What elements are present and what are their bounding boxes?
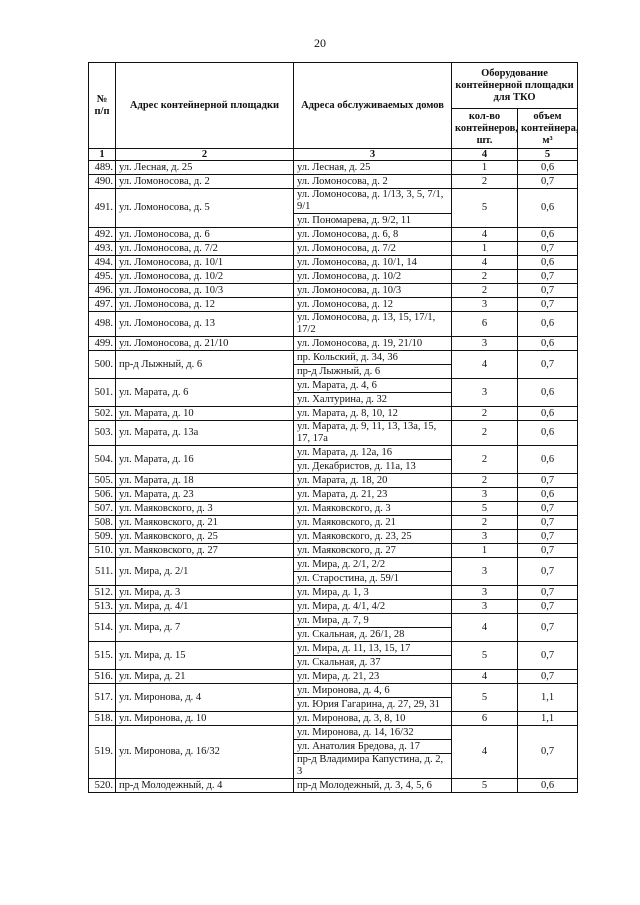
container-volume: 0,6 — [518, 161, 578, 175]
row-number: 511. — [89, 558, 116, 586]
container-count: 4 — [452, 614, 518, 642]
header-count: кол-во контейнеров, шт. — [452, 109, 518, 149]
container-volume: 0,6 — [518, 228, 578, 242]
container-count: 3 — [452, 298, 518, 312]
table-row — [89, 670, 578, 684]
served-address: ул. Старостина, д. 59/1 — [294, 572, 452, 586]
served-address: ул. Декабристов, д. 11а, 13 — [294, 460, 452, 474]
served-address: ул. Маяковского, д. 3 — [294, 502, 452, 516]
container-count: 3 — [452, 488, 518, 502]
row-number: 519. — [89, 726, 116, 779]
container-count: 4 — [452, 228, 518, 242]
row-number: 491. — [89, 189, 116, 228]
container-volume: 0,7 — [518, 614, 578, 642]
site-address: ул. Мира, д. 4/1 — [116, 600, 294, 614]
container-volume: 0,6 — [518, 256, 578, 270]
table-row — [89, 161, 578, 175]
served-address: ул. Марата, д. 12а, 16 — [294, 446, 452, 460]
container-count: 4 — [452, 351, 518, 379]
row-number: 514. — [89, 614, 116, 642]
site-address: ул. Марата, д. 23 — [116, 488, 294, 502]
table-row — [89, 421, 578, 446]
site-address: ул. Лесная, д. 25 — [116, 161, 294, 175]
row-number: 505. — [89, 474, 116, 488]
table-row — [89, 530, 578, 544]
table-row — [89, 600, 578, 614]
served-address: ул. Марата, д. 18, 20 — [294, 474, 452, 488]
table-row — [89, 379, 578, 393]
served-address: ул. Марата, д. 4, 6 — [294, 379, 452, 393]
column-index: 5 — [518, 149, 578, 161]
served-address: ул. Миронова, д. 4, 6 — [294, 684, 452, 698]
row-number: 516. — [89, 670, 116, 684]
container-volume: 0,7 — [518, 351, 578, 379]
served-address: ул. Мира, д. 7, 9 — [294, 614, 452, 628]
site-address: ул. Ломоносова, д. 21/10 — [116, 337, 294, 351]
table-row — [89, 298, 578, 312]
served-address: ул. Мира, д. 1, 3 — [294, 586, 452, 600]
row-number: 490. — [89, 175, 116, 189]
row-number: 495. — [89, 270, 116, 284]
served-address: пр-д Лыжный, д. 6 — [294, 365, 452, 379]
site-address: ул. Мира, д. 3 — [116, 586, 294, 600]
table-row — [89, 242, 578, 256]
container-count: 5 — [452, 502, 518, 516]
table-row — [89, 228, 578, 242]
header-address: Адрес контейнерной площадки — [116, 63, 294, 149]
row-number: 489. — [89, 161, 116, 175]
served-address: ул. Ломоносова, д. 6, 8 — [294, 228, 452, 242]
served-address: ул. Маяковского, д. 21 — [294, 516, 452, 530]
row-number: 497. — [89, 298, 116, 312]
served-address: ул. Ломоносова, д. 12 — [294, 298, 452, 312]
table-row — [89, 558, 578, 572]
site-address: ул. Мира, д. 2/1 — [116, 558, 294, 586]
served-address: ул. Миронова, д. 3, 8, 10 — [294, 712, 452, 726]
site-address: ул. Марата, д. 10 — [116, 407, 294, 421]
container-volume: 0,7 — [518, 726, 578, 779]
served-address: ул. Скальная, д. 26/1, 28 — [294, 628, 452, 642]
served-address: ул. Маяковского, д. 27 — [294, 544, 452, 558]
container-volume: 0,7 — [518, 242, 578, 256]
container-count: 3 — [452, 379, 518, 407]
row-number: 500. — [89, 351, 116, 379]
container-count: 6 — [452, 712, 518, 726]
row-number: 493. — [89, 242, 116, 256]
served-address: ул. Марата, д. 21, 23 — [294, 488, 452, 502]
row-number: 512. — [89, 586, 116, 600]
served-address: пр-д Владимира Капустина, д. 2, 3 — [294, 754, 452, 779]
served-address: ул. Лесная, д. 25 — [294, 161, 452, 175]
served-address: ул. Анатолия Бредова, д. 17 — [294, 740, 452, 754]
container-count: 5 — [452, 642, 518, 670]
container-count: 4 — [452, 726, 518, 779]
container-count: 2 — [452, 270, 518, 284]
site-address: ул. Ломоносова, д. 13 — [116, 312, 294, 337]
column-index: 3 — [294, 149, 452, 161]
table-row — [89, 407, 578, 421]
served-address: ул. Ломоносова, д. 1/13, 3, 5, 7/1, 9/1 — [294, 189, 452, 214]
container-volume: 1,1 — [518, 712, 578, 726]
container-count: 3 — [452, 600, 518, 614]
table-row — [89, 446, 578, 460]
container-volume: 0,7 — [518, 670, 578, 684]
container-volume: 0,7 — [518, 270, 578, 284]
container-count: 1 — [452, 242, 518, 256]
row-number: 504. — [89, 446, 116, 474]
container-volume: 0,7 — [518, 175, 578, 189]
served-address: пр. Кольский, д. 34, 36 — [294, 351, 452, 365]
column-index: 1 — [89, 149, 116, 161]
site-address: ул. Мира, д. 7 — [116, 614, 294, 642]
container-volume: 0,7 — [518, 284, 578, 298]
site-address: ул. Ломоносова, д. 5 — [116, 189, 294, 228]
row-number: 513. — [89, 600, 116, 614]
container-count: 5 — [452, 779, 518, 793]
row-number: 496. — [89, 284, 116, 298]
site-address: ул. Маяковского, д. 27 — [116, 544, 294, 558]
container-volume: 0,6 — [518, 379, 578, 407]
row-number: 517. — [89, 684, 116, 712]
container-sites-table — [88, 62, 578, 793]
table-row — [89, 189, 578, 214]
table-row — [89, 175, 578, 189]
served-address: ул. Мира, д. 11, 13, 15, 17 — [294, 642, 452, 656]
served-address: ул. Ломоносова, д. 2 — [294, 175, 452, 189]
row-number: 498. — [89, 312, 116, 337]
site-address: ул. Маяковского, д. 3 — [116, 502, 294, 516]
container-count: 4 — [452, 670, 518, 684]
container-volume: 0,6 — [518, 446, 578, 474]
container-count: 5 — [452, 684, 518, 712]
site-address: ул. Ломоносова, д. 2 — [116, 175, 294, 189]
site-address: ул. Ломоносова, д. 10/2 — [116, 270, 294, 284]
table-row — [89, 312, 578, 337]
site-address: ул. Миронова, д. 16/32 — [116, 726, 294, 779]
row-number: 510. — [89, 544, 116, 558]
container-count: 2 — [452, 175, 518, 189]
site-address: ул. Ломоносова, д. 12 — [116, 298, 294, 312]
site-address: ул. Миронова, д. 4 — [116, 684, 294, 712]
served-address: пр-д Молодежный, д. 3, 4, 5, 6 — [294, 779, 452, 793]
row-number: 501. — [89, 379, 116, 407]
container-count: 2 — [452, 421, 518, 446]
container-volume: 0,6 — [518, 407, 578, 421]
served-address: ул. Ломоносова, д. 13, 15, 17/1, 17/2 — [294, 312, 452, 337]
container-volume: 1,1 — [518, 684, 578, 712]
served-address: ул. Ломоносова, д. 10/2 — [294, 270, 452, 284]
row-number: 499. — [89, 337, 116, 351]
container-volume: 0,6 — [518, 312, 578, 337]
column-index: 2 — [116, 149, 294, 161]
site-address: ул. Марата, д. 16 — [116, 446, 294, 474]
container-count: 2 — [452, 284, 518, 298]
site-address: ул. Мира, д. 21 — [116, 670, 294, 684]
served-address: ул. Ломоносова, д. 7/2 — [294, 242, 452, 256]
site-address: пр-д Лыжный, д. 6 — [116, 351, 294, 379]
table-row — [89, 516, 578, 530]
container-volume: 0,7 — [518, 516, 578, 530]
container-volume: 0,6 — [518, 779, 578, 793]
site-address: ул. Миронова, д. 10 — [116, 712, 294, 726]
container-volume: 0,6 — [518, 337, 578, 351]
site-address: ул. Маяковского, д. 21 — [116, 516, 294, 530]
container-volume: 0,7 — [518, 474, 578, 488]
served-address: ул. Маяковского, д. 23, 25 — [294, 530, 452, 544]
container-count: 2 — [452, 516, 518, 530]
table-row — [89, 712, 578, 726]
served-address: ул. Халтурина, д. 32 — [294, 393, 452, 407]
served-address: ул. Марата, д. 8, 10, 12 — [294, 407, 452, 421]
container-count: 3 — [452, 337, 518, 351]
container-volume: 0,7 — [518, 544, 578, 558]
column-index-row — [89, 149, 578, 161]
column-index: 4 — [452, 149, 518, 161]
container-count: 3 — [452, 558, 518, 586]
row-number: 518. — [89, 712, 116, 726]
header-volume: объем контейнера, м³ — [518, 109, 578, 149]
container-count: 6 — [452, 312, 518, 337]
container-volume: 0,7 — [518, 530, 578, 544]
container-volume: 0,7 — [518, 502, 578, 516]
header-served: Адреса обслуживаемых домов — [294, 63, 452, 149]
container-count: 2 — [452, 407, 518, 421]
table-row — [89, 270, 578, 284]
row-number: 508. — [89, 516, 116, 530]
table-row — [89, 544, 578, 558]
container-count: 5 — [452, 189, 518, 228]
container-count: 2 — [452, 446, 518, 474]
row-number: 492. — [89, 228, 116, 242]
table-row — [89, 614, 578, 628]
site-address: ул. Ломоносова, д. 6 — [116, 228, 294, 242]
site-address: ул. Марата, д. 18 — [116, 474, 294, 488]
site-address: ул. Ломоносова, д. 10/3 — [116, 284, 294, 298]
container-count: 3 — [452, 586, 518, 600]
row-number: 494. — [89, 256, 116, 270]
table-row — [89, 502, 578, 516]
container-volume: 0,7 — [518, 600, 578, 614]
table-row — [89, 684, 578, 698]
table-row — [89, 337, 578, 351]
container-volume: 0,6 — [518, 189, 578, 228]
site-address: ул. Ломоносова, д. 7/2 — [116, 242, 294, 256]
site-address: ул. Марата, д. 13а — [116, 421, 294, 446]
table-row — [89, 642, 578, 656]
row-number: 506. — [89, 488, 116, 502]
site-address: ул. Ломоносова, д. 10/1 — [116, 256, 294, 270]
container-volume: 0,7 — [518, 558, 578, 586]
row-number: 520. — [89, 779, 116, 793]
served-address: ул. Ломоносова, д. 10/1, 14 — [294, 256, 452, 270]
site-address: ул. Марата, д. 6 — [116, 379, 294, 407]
served-address: ул. Мира, д. 2/1, 2/2 — [294, 558, 452, 572]
table-row — [89, 779, 578, 793]
served-address: ул. Скальная, д. 37 — [294, 656, 452, 670]
table-row — [89, 726, 578, 740]
served-address: ул. Пономарева, д. 9/2, 11 — [294, 214, 452, 228]
table-row — [89, 586, 578, 600]
container-count: 4 — [452, 256, 518, 270]
served-address: ул. Мира, д. 21, 23 — [294, 670, 452, 684]
served-address: ул. Ломоносова, д. 19, 21/10 — [294, 337, 452, 351]
container-volume: 0,7 — [518, 586, 578, 600]
container-volume: 0,6 — [518, 488, 578, 502]
row-number: 502. — [89, 407, 116, 421]
table-row — [89, 284, 578, 298]
served-address: ул. Миронова, д. 14, 16/32 — [294, 726, 452, 740]
table-row — [89, 488, 578, 502]
container-volume: 0,7 — [518, 642, 578, 670]
table-row — [89, 351, 578, 365]
served-address: ул. Юрия Гагарина, д. 27, 29, 31 — [294, 698, 452, 712]
served-address: ул. Мира, д. 4/1, 4/2 — [294, 600, 452, 614]
header-num: № п/п — [89, 63, 116, 149]
container-count: 1 — [452, 544, 518, 558]
table-row — [89, 256, 578, 270]
row-number: 503. — [89, 421, 116, 446]
served-address: ул. Марата, д. 9, 11, 13, 13а, 15, 17, 17а — [294, 421, 452, 446]
row-number: 515. — [89, 642, 116, 670]
container-volume: 0,6 — [518, 421, 578, 446]
served-address: ул. Ломоносова, д. 10/3 — [294, 284, 452, 298]
container-volume: 0,7 — [518, 298, 578, 312]
site-address: ул. Маяковского, д. 25 — [116, 530, 294, 544]
row-number: 509. — [89, 530, 116, 544]
container-count: 3 — [452, 530, 518, 544]
row-number: 507. — [89, 502, 116, 516]
header-equipment: Оборудование контейнерной площадки для ТКО — [452, 63, 578, 109]
site-address: пр-д Молодежный, д. 4 — [116, 779, 294, 793]
page-number: 20 — [314, 36, 326, 50]
table-row — [89, 474, 578, 488]
container-count: 1 — [452, 161, 518, 175]
container-count: 2 — [452, 474, 518, 488]
site-address: ул. Мира, д. 15 — [116, 642, 294, 670]
